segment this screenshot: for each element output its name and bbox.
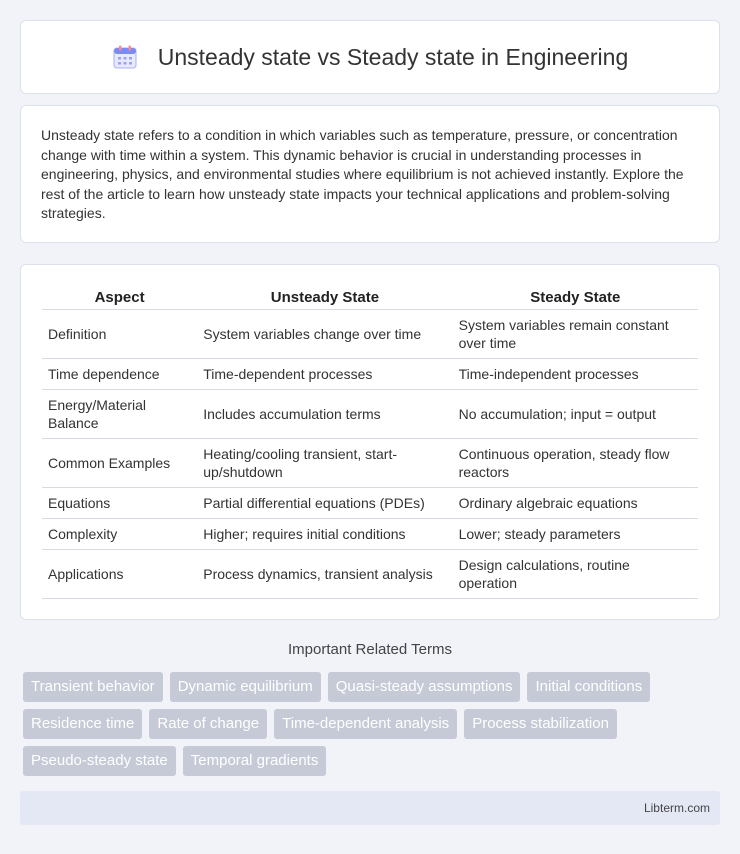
page-title: Unsteady state vs Steady state in Engineering xyxy=(157,43,629,70)
table-cell: System variables change over time xyxy=(197,310,452,359)
table-row xyxy=(42,519,698,550)
table-row xyxy=(42,359,698,390)
table-cell: Heating/cooling transient, start-up/shutdown xyxy=(197,439,452,488)
related-term-tag[interactable]: Transient behavior xyxy=(23,672,163,702)
intro-card xyxy=(20,105,720,243)
related-term-tag[interactable]: Temporal gradients xyxy=(183,746,327,776)
footer-site-link[interactable]: Libterm.com xyxy=(643,801,710,815)
table-cell: System variables remain constant over time xyxy=(453,310,698,359)
footer xyxy=(20,791,720,825)
table-cell: Lower; steady parameters xyxy=(453,519,698,550)
table-cell: Applications xyxy=(42,550,197,599)
related-term-tag[interactable]: Dynamic equilibrium xyxy=(170,672,321,702)
table-cell: Equations xyxy=(42,488,197,519)
table-cell: Ordinary algebraic equations xyxy=(453,488,698,519)
table-row xyxy=(42,390,698,439)
related-term-tag[interactable]: Residence time xyxy=(23,709,142,739)
related-term-tag[interactable]: Rate of change xyxy=(149,709,267,739)
related-term-tag[interactable]: Quasi-steady assumptions xyxy=(328,672,521,702)
table-header-row xyxy=(42,287,698,310)
table-row xyxy=(42,310,698,359)
related-term-tag[interactable]: Initial conditions xyxy=(527,672,650,702)
table-cell: Complexity xyxy=(42,519,197,550)
table-cell: Time-independent processes xyxy=(453,359,698,390)
related-terms-heading: Important Related Terms xyxy=(288,641,452,658)
related-term-tag[interactable]: Pseudo-steady state xyxy=(23,746,176,776)
table-cell: Definition xyxy=(42,310,197,359)
table-cell: Partial differential equations (PDEs) xyxy=(197,488,452,519)
comparison-table xyxy=(42,287,698,599)
table-cell: Process dynamics, transient analysis xyxy=(197,550,452,599)
header-aspect: Aspect xyxy=(42,287,197,310)
table-cell: Design calculations, routine operation xyxy=(453,550,698,599)
table-row xyxy=(42,550,698,599)
calendar-icon xyxy=(112,44,138,70)
table-cell: Common Examples xyxy=(42,439,197,488)
related-terms-list xyxy=(20,672,720,776)
table-cell: Time-dependent processes xyxy=(197,359,452,390)
table-cell: Continuous operation, steady flow reactors xyxy=(453,439,698,488)
table-cell: Higher; requires initial conditions xyxy=(197,519,452,550)
table-row xyxy=(42,488,698,519)
table-cell: Time dependence xyxy=(42,359,197,390)
table-row xyxy=(42,439,698,488)
related-term-tag[interactable]: Time-dependent analysis xyxy=(274,709,457,739)
table-cell: Energy/Material Balance xyxy=(42,390,197,439)
intro-paragraph: Unsteady state refers to a condition in which variables such as temperature, pressure, or concentration change with time within a system. This dynamic behavior is crucial in understanding processes in engineering, physics, and environmental studies where equilibrium is not achieved instantly. Explore the rest of the article to learn how unsteady state impacts your technical applications and problem-solving strategies. xyxy=(41,127,684,221)
comparison-table-card xyxy=(20,264,720,620)
title-card xyxy=(20,20,720,94)
header-steady-state: Steady State xyxy=(453,287,698,310)
table-cell: Includes accumulation terms xyxy=(197,390,452,439)
related-term-tag[interactable]: Process stabilization xyxy=(464,709,617,739)
table-cell: No accumulation; input = output xyxy=(453,390,698,439)
header-unsteady-state: Unsteady State xyxy=(197,287,452,310)
